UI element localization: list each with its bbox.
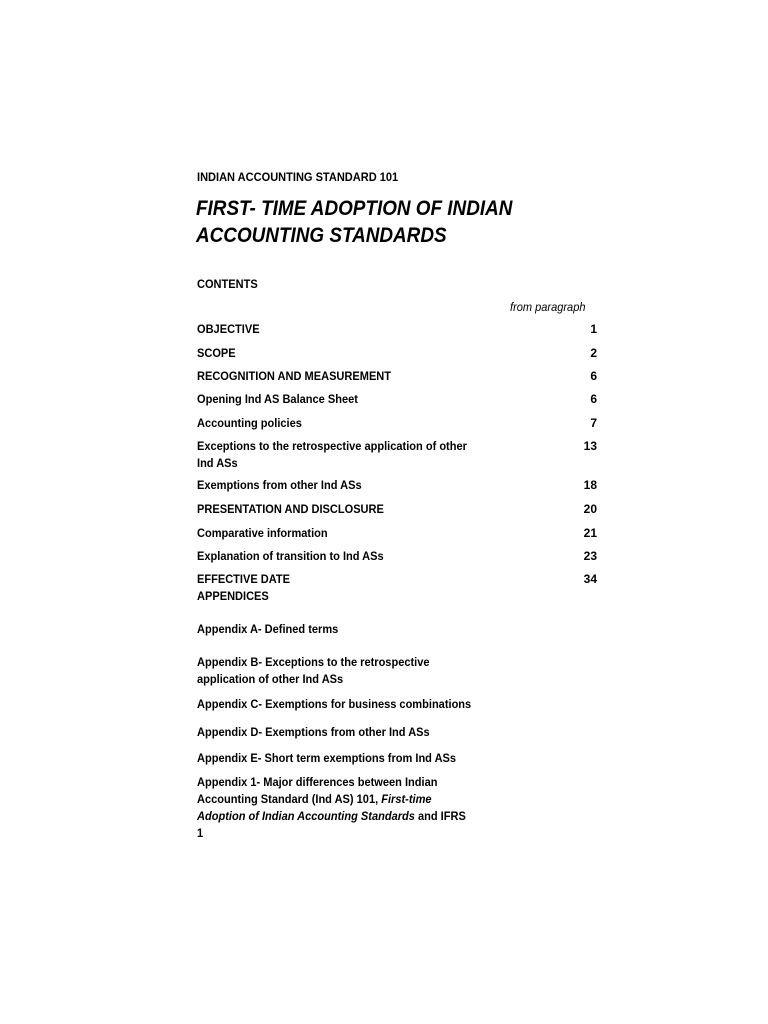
document-title: FIRST- TIME ADOPTION OF INDIAN ACCOUNTING STANDARDS bbox=[196, 197, 513, 247]
toc-para-recognition: 6 bbox=[590, 369, 597, 383]
toc-para-exemptions: 18 bbox=[583, 478, 597, 492]
toc-para-objective: 1 bbox=[590, 322, 597, 336]
toc-para-exceptions: 13 bbox=[583, 439, 597, 453]
toc-label-exceptions: Exceptions to the retrospective application of other Ind ASs bbox=[197, 439, 467, 470]
appendix-d: Appendix D- Exemptions from other Ind ASs bbox=[197, 725, 430, 739]
toc-label-objective: OBJECTIVE bbox=[197, 322, 260, 336]
toc-para-effective-date: 34 bbox=[583, 572, 597, 586]
toc-para-presentation: 20 bbox=[583, 502, 597, 516]
toc-para-opening-balance: 6 bbox=[590, 392, 597, 406]
toc-label-accounting-policies: Accounting policies bbox=[197, 416, 302, 430]
standard-label: INDIAN ACCOUNTING STANDARD 101 bbox=[197, 170, 399, 184]
toc-label-exemptions: Exemptions from other Ind ASs bbox=[197, 478, 362, 492]
appendix-1-italic-title: First-time Adoption of Indian Accounting Standards bbox=[197, 792, 432, 823]
appendix-e: Appendix E- Short term exemptions from Ind ASs bbox=[197, 751, 457, 765]
toc-label-effective-date: EFFECTIVE DATE bbox=[197, 572, 291, 586]
toc-para-accounting-policies: 7 bbox=[590, 416, 597, 430]
appendix-a: Appendix A- Defined terms bbox=[197, 622, 339, 636]
appendix-b: Appendix B- Exceptions to the retrospective application of other Ind ASs bbox=[197, 655, 430, 686]
appendices-heading: APPENDICES bbox=[197, 589, 269, 603]
toc-label-opening-balance: Opening Ind AS Balance Sheet bbox=[197, 392, 358, 406]
appendix-1-suffix: and IFRS 1 bbox=[197, 809, 466, 840]
toc-label-comparative: Comparative information bbox=[197, 526, 328, 540]
toc-label-recognition: RECOGNITION AND MEASUREMENT bbox=[197, 369, 392, 383]
toc-para-scope: 2 bbox=[590, 346, 597, 360]
appendix-c: Appendix C- Exemptions for business combinations bbox=[197, 697, 472, 711]
toc-para-comparative: 21 bbox=[583, 526, 597, 540]
from-paragraph-heading: from paragraph bbox=[510, 300, 586, 314]
appendix-1 bbox=[197, 774, 468, 842]
appendix-1-prefix: Appendix 1- Major differences between Indian Accounting Standard (Ind AS) 101, bbox=[197, 775, 438, 806]
toc-para-explanation: 23 bbox=[583, 549, 597, 563]
toc-label-explanation: Explanation of transition to Ind ASs bbox=[197, 549, 384, 563]
toc-label-scope: SCOPE bbox=[197, 346, 236, 360]
contents-heading: CONTENTS bbox=[197, 277, 258, 291]
toc-label-presentation: PRESENTATION AND DISCLOSURE bbox=[197, 502, 384, 516]
